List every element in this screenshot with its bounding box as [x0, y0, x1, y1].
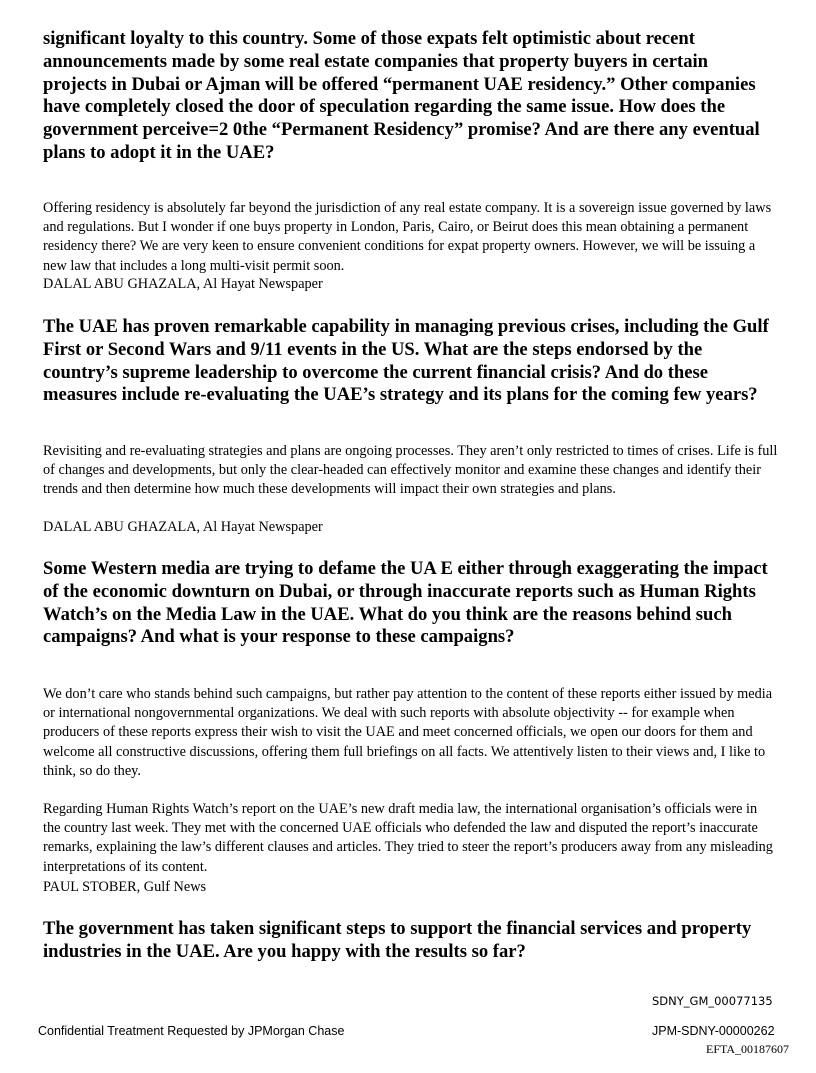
question-2: The UAE has proven remarkable capability in managing previous crises, including the Gulf First or Second Wars and 9/11 events in the US. What are the steps endorsed by the country’s supreme leadership to overcome the current financial crisis? And do these measures include re-evaluating the UAE’s strategy and its plans for the coming few years?	[43, 316, 769, 406]
answer-1	[43, 199, 778, 276]
answer-3-paragraph-2: Regarding Human Rights Watch’s report on the UAE’s new draft media law, the international organisation’s officials were in the country last week. They met with the concerned UAE officials who defended the law and disputed the report’s inaccurate remarks, explaining the law’s different clauses and articles. They tried to steer the report’s producers away from any misleading interpretations of its content.	[43, 801, 773, 875]
bates-jpm: JPM-SDNY-00000262	[652, 1024, 775, 1038]
source-2: DALAL ABU GHAZALA, Al Hayat Newspaper	[43, 519, 323, 535]
answer-3-continued	[43, 800, 778, 877]
bates-efta: EFTA_00187607	[706, 1042, 790, 1056]
confidential-notice: Confidential Treatment Requested by JPMorgan Chase	[38, 1024, 345, 1038]
answer-3-paragraph-1: We don’t care who stands behind such campaigns, but rather pay attention to the content of these reports either issued by media or international nongovernmental organizations. We deal with such reports with absolute objectivity -- for example when producers of these reports express their wish to visit the UAE and meet concerned officials, we open our doors for them and welcome all constructive discussions, offering them full briefings on all facts. We attentively listen to their views and, I like to think, so do they.	[43, 686, 773, 779]
answer-2	[43, 442, 778, 500]
source-3: PAUL STOBER, Gulf News	[43, 879, 207, 895]
answer-3	[43, 685, 778, 781]
bates-sdny-gm: SDNY_GM_00077135	[652, 994, 773, 1008]
question-1: significant loyalty to this country. Some of those expats felt optimistic about recent announcements made by some real estate companies that property buyers in certain projects in Dubai or Ajman will be offered “permanent UAE residency.” Other companies have completely closed the door of speculation regarding the same issue. How does the government perceive=2 0the “Permanent Residency” promise? And are there any eventual plans to adopt it in the UAE?	[43, 28, 760, 163]
question-4: The government has taken significant steps to support the financial services and property industries in the UAE. Are you happy with the results so far?	[43, 918, 752, 962]
answer-2-text: Revisiting and re-evaluating strategies and plans are ongoing processes. They aren’t only restricted to times of crises. Life is full of changes and developments, but only the clear-headed can effectively monitor and examine these changes and identify their trends and then determine how much these developments will impact their own strategies and plans.	[43, 443, 778, 498]
question-3: Some Western media are trying to defame the UA E either through exaggerating the impact of the economic downturn on Dubai, or through inaccurate reports such as Human Rights Watch’s on the Media Law in the UAE. What do you think are the reasons behind such campaigns? And what is your response to these campaigns?	[43, 558, 768, 648]
answer-1-text: Offering residency is absolutely far beyond the jurisdiction of any real estate company. It is a sovereign issue governed by laws and regulations. But I wonder if one buys property in London, Paris, Cairo, or Beirut does this mean obtaining a permanent residency there? We are very keen to ensure convenient conditions for expat property owners. However, we will be issuing a new law that includes a long multi-visit permit soon.	[43, 200, 772, 274]
source-1: DALAL ABU GHAZALA, Al Hayat Newspaper	[43, 276, 323, 292]
